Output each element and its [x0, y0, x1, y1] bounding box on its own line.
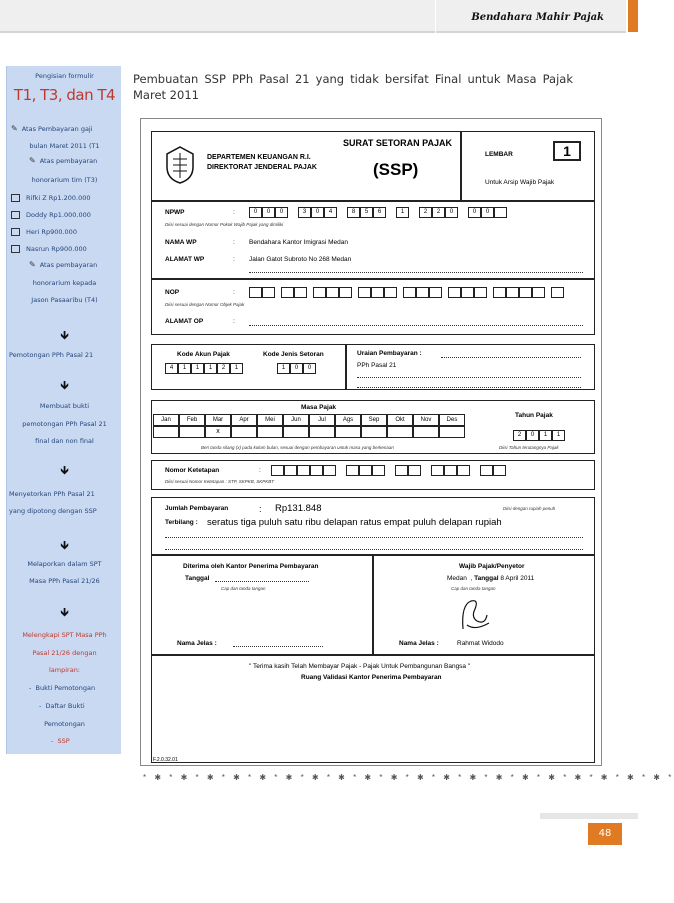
dotted-line: [165, 537, 583, 538]
digit-cell[interactable]: 1: [539, 430, 552, 441]
digit-cell[interactable]: 2: [432, 207, 445, 218]
uraian-label: Uraian Pembayaran :: [357, 350, 422, 357]
book-icon: [11, 211, 20, 219]
sidebar-step: Bukti Pemotongan: [35, 684, 96, 692]
colon: :: [233, 239, 235, 246]
footer-band: [540, 813, 638, 819]
terbilang-label: Terbilang :: [165, 519, 198, 526]
nop-note: Diisi sesuai dengan Nomor Objek Pajak: [165, 302, 245, 307]
bullet: -: [51, 737, 54, 745]
down-arrow-icon: 🡻: [60, 328, 69, 342]
digit-cell[interactable]: 2: [513, 430, 526, 441]
tahun-label: Tahun Pajak: [515, 412, 553, 419]
digit-cell[interactable]: 3: [298, 207, 311, 218]
sidebar: [6, 66, 121, 754]
digit-cell[interactable]: 0: [303, 363, 316, 374]
month-checkbox[interactable]: [439, 426, 465, 438]
arsip-label: Untuk Arsip Wajib Pajak: [485, 179, 555, 186]
sidebar-step: lampiran:: [48, 666, 81, 674]
sidebar-line: Doddy Rp1.000.000: [26, 211, 91, 219]
sidebar-line: Atas pembayaran: [39, 261, 98, 269]
kode-jenis-label: Kode Jenis Setoran: [263, 351, 324, 358]
month-checkbox[interactable]: x: [205, 426, 231, 438]
digit-cell[interactable]: [416, 287, 429, 298]
lembar-number: 1: [553, 141, 581, 161]
digit-cell[interactable]: 0: [275, 207, 288, 218]
digit-cell[interactable]: [359, 465, 372, 476]
colon: :: [233, 289, 235, 296]
masa-note: Beri tanda silang (x) pada kolom bulan, sesuai dengan pembayaran untuk masa yang berkenaan: [201, 445, 394, 450]
month-checkbox[interactable]: [413, 426, 439, 438]
digit-cell[interactable]: [408, 465, 421, 476]
dotted-line: [357, 377, 581, 378]
nama-wp-label: NAMA WP: [165, 239, 197, 246]
digit-cell[interactable]: 0: [249, 207, 262, 218]
dept-line-2: DIREKTORAT JENDERAL PAJAK: [207, 164, 317, 171]
dotted-line: [357, 387, 581, 388]
digit-cell[interactable]: 0: [526, 430, 539, 441]
book-icon: [11, 194, 20, 202]
digit-cell[interactable]: 0: [262, 207, 275, 218]
ketetapan-note: Diisi sesuai Nomor Ketetapan : STP, SKPKB, SKPKBT: [165, 479, 274, 484]
sidebar-step: Membuat bukti: [39, 402, 90, 410]
digit-cell[interactable]: [310, 465, 323, 476]
header-bar: [436, 0, 626, 33]
digit-cell[interactable]: [444, 465, 457, 476]
digit-cell[interactable]: [323, 465, 336, 476]
digit-cell[interactable]: [494, 207, 507, 218]
lembar-label: LEMBAR: [485, 151, 513, 158]
validation-label: Ruang Validasi Kantor Penerima Pembayaran: [301, 674, 442, 681]
digit-cell[interactable]: [346, 465, 359, 476]
digit-cell[interactable]: 0: [445, 207, 458, 218]
digit-cell[interactable]: 8: [347, 207, 360, 218]
digit-cell[interactable]: [532, 287, 545, 298]
sidebar-title: T1, T3, dan T4: [13, 86, 116, 104]
colon: :: [259, 504, 262, 514]
book-icon: [11, 228, 20, 236]
wp-city: Medan: [447, 575, 467, 582]
cap-label: Cap dan tanda tangan: [451, 586, 496, 591]
digit-cell[interactable]: [262, 287, 275, 298]
month-checkbox[interactable]: [361, 426, 387, 438]
month-checkbox[interactable]: [335, 426, 361, 438]
dotted-line: [165, 549, 583, 550]
wp-date-line: Medan , Tanggal 8 April 2011: [447, 575, 535, 582]
jumlah-label: Jumlah Pembayaran: [165, 505, 229, 512]
header-band: [0, 0, 435, 33]
digit-cell[interactable]: 1: [396, 207, 409, 218]
digit-cell[interactable]: [461, 287, 474, 298]
bullet: -: [29, 684, 32, 692]
digit-cell[interactable]: [372, 465, 385, 476]
month-header: Okt: [387, 414, 413, 426]
sidebar-step: Pemotongan: [44, 720, 85, 728]
sidebar-step: Pasal 21/26 dengan: [32, 649, 97, 657]
digit-cell[interactable]: 0: [481, 207, 494, 218]
month-header: Apr: [231, 414, 257, 426]
garuda-emblem-icon: [163, 145, 197, 185]
digit-cell[interactable]: [339, 287, 352, 298]
alamat-wp-value[interactable]: Jalan Gatot Subroto No 268 Medan: [249, 256, 352, 263]
month-checkbox[interactable]: [283, 426, 309, 438]
dotted-line: [249, 272, 583, 273]
digit-cell[interactable]: [431, 465, 444, 476]
month-header: Jul: [309, 414, 335, 426]
sidebar-line: Rifki Z Rp1.200.000: [26, 194, 91, 202]
sidebar-step: pemotongan PPh Pasal 21: [22, 420, 107, 428]
month-checkbox[interactable]: [231, 426, 257, 438]
digit-cell[interactable]: 2: [217, 363, 230, 374]
tanggal-label: Tanggal: [474, 575, 499, 582]
ssp-form: [140, 118, 602, 766]
month-checkbox[interactable]: [179, 426, 205, 438]
sidebar-step: Masa PPh Pasal 21/26: [29, 577, 100, 585]
sidebar-line: honorarium kepada: [32, 279, 97, 287]
header-title: Bendahara Mahir Pajak: [471, 12, 604, 23]
npwp-note: Diisi sesuai dengan Nomor Pokok Wajib Pajak yang dimiliki: [165, 222, 284, 227]
month-header: Des: [439, 414, 465, 426]
form-title: SURAT SETORAN PAJAK: [343, 138, 453, 148]
sidebar-step: Melaporkan dalam SPT: [27, 560, 102, 568]
kode-akun-label: Kode Akun Pajak: [177, 351, 230, 358]
digit-cell[interactable]: 2: [419, 207, 432, 218]
sidebar-step: Pemotongan PPh Pasal 21: [9, 351, 94, 359]
digit-cell[interactable]: [519, 287, 532, 298]
digit-cell[interactable]: [281, 287, 294, 298]
sidebar-line: Heri Rp900.000: [26, 228, 77, 236]
tahun-note: Diisi Tahun terutangnya Pajak: [499, 445, 559, 450]
tanggal-label: Tanggal: [185, 575, 210, 582]
thanks-text: " Terima kasih Telah Membayar Pajak - Pajak Untuk Pembangunan Bangsa ": [249, 663, 471, 670]
pen-icon: ✎: [11, 124, 18, 133]
wp-label: Wajib Pajak/Penyetor: [459, 563, 525, 570]
month-checkbox[interactable]: [153, 426, 179, 438]
colon: :: [233, 209, 235, 216]
jumlah-value[interactable]: Rp131.848: [275, 503, 322, 514]
validation-box: [151, 655, 595, 763]
sidebar-heading: Pengisian formulir: [35, 72, 94, 80]
digit-cell[interactable]: [480, 465, 493, 476]
dotted-line: [233, 646, 323, 647]
digit-cell[interactable]: [403, 287, 416, 298]
bullet: -: [39, 702, 42, 710]
digit-cell[interactable]: [384, 287, 397, 298]
dept-line-1: DEPARTEMEN KEUANGAN R.I.: [207, 154, 311, 161]
month-checkbox[interactable]: [257, 426, 283, 438]
nama-wp-value[interactable]: Bendahara Kantor Imigrasi Medan: [249, 239, 349, 246]
sidebar-line: Jason Pasaaribu (T4): [31, 296, 98, 304]
digit-cell[interactable]: 4: [165, 363, 178, 374]
sidebar-step: Daftar Bukti: [45, 702, 85, 710]
month-checkbox[interactable]: [387, 426, 413, 438]
month-header: Jan: [153, 414, 179, 426]
digit-cell[interactable]: 5: [360, 207, 373, 218]
month-header: Mei: [257, 414, 283, 426]
terbilang-value[interactable]: seratus tiga puluh satu ribu delapan ratus empat puluh delapan rupiah: [207, 517, 502, 528]
nama-jelas-label: Nama Jelas :: [177, 640, 217, 647]
signature-icon: [457, 595, 493, 635]
digit-cell[interactable]: [474, 287, 487, 298]
form-code: F.2.0.32.01: [153, 757, 178, 763]
digit-cell[interactable]: [395, 465, 408, 476]
digit-cell[interactable]: [493, 287, 506, 298]
digit-cell[interactable]: [326, 287, 339, 298]
pen-icon: ✎: [29, 156, 36, 165]
digit-cell[interactable]: 1: [230, 363, 243, 374]
uraian-value[interactable]: PPh Pasal 21: [357, 362, 397, 369]
book-icon: [11, 245, 20, 253]
digit-cell[interactable]: 1: [178, 363, 191, 374]
digit-cell[interactable]: [551, 287, 564, 298]
down-arrow-icon: 🡻: [60, 378, 69, 392]
header-corner-accent: [628, 0, 638, 32]
perforation-line: * ✱ * ✱ * ✱ * ✱ * ✱ * ✱ * ✱ * ✱ * ✱ * ✱ * ✱ * ✱ * ✱ * ✱ * ✱ * ✱ * ✱ * ✱ * ✱ * ✱ *: [143, 773, 674, 782]
sidebar-step: SSP: [57, 737, 70, 745]
digit-cell[interactable]: 4: [324, 207, 337, 218]
down-arrow-icon: 🡻: [60, 605, 69, 619]
digit-cell[interactable]: [457, 465, 470, 476]
intro-text: Pembuatan SSP PPh Pasal 21 yang tidak bersifat Final untuk Masa Pajak Maret 2011: [133, 72, 573, 102]
sidebar-line: Nasrun Rp900.000: [26, 245, 87, 253]
digit-cell[interactable]: [271, 465, 284, 476]
digit-cell[interactable]: 1: [204, 363, 217, 374]
digit-cell[interactable]: [284, 465, 297, 476]
month-header: Ags: [335, 414, 361, 426]
digit-cell[interactable]: [493, 465, 506, 476]
colon: :: [233, 256, 235, 263]
month-header: Sep: [361, 414, 387, 426]
digit-cell[interactable]: [506, 287, 519, 298]
month-header: Feb: [179, 414, 205, 426]
down-arrow-icon: 🡻: [60, 538, 69, 552]
digit-cell[interactable]: [313, 287, 326, 298]
digit-cell[interactable]: 1: [552, 430, 565, 441]
page-number: 48: [588, 823, 622, 845]
digit-cell[interactable]: [294, 287, 307, 298]
month-header: Mar: [205, 414, 231, 426]
nop-label: NOP: [165, 289, 180, 296]
jumlah-note: Diisi dengan rupiah penuh: [503, 506, 556, 511]
wp-date: 8 April 2011: [500, 575, 535, 582]
digit-cell[interactable]: [358, 287, 371, 298]
digit-cell[interactable]: 6: [373, 207, 386, 218]
month-header: Jun: [283, 414, 309, 426]
sidebar-step: yang dipotong dengan SSP: [9, 507, 97, 515]
sidebar-line: Atas Pembayaran gaji: [21, 125, 93, 133]
digit-cell[interactable]: [297, 465, 310, 476]
sidebar-line: bulan Maret 2011 (T1: [29, 142, 100, 150]
digit-cell[interactable]: [429, 287, 442, 298]
colon: :: [259, 467, 261, 474]
dotted-line: [249, 325, 583, 326]
digit-cell[interactable]: 0: [290, 363, 303, 374]
pen-icon: ✎: [29, 260, 36, 269]
digit-cell[interactable]: [249, 287, 262, 298]
digit-cell[interactable]: 1: [277, 363, 290, 374]
alamat-op-label: ALAMAT OP: [165, 318, 204, 325]
dotted-line: [215, 581, 309, 582]
sidebar-step: Melengkapi SPT Masa PPh: [22, 631, 107, 639]
ketetapan-label: Nomor Ketetapan: [165, 467, 220, 474]
digit-cell[interactable]: 1: [191, 363, 204, 374]
form-abbr: (SSP): [373, 160, 419, 179]
digit-cell[interactable]: [371, 287, 384, 298]
masa-pajak-label: Masa Pajak: [301, 404, 337, 411]
dotted-line: [441, 357, 581, 358]
month-checkbox[interactable]: [309, 426, 335, 438]
alamat-wp-label: ALAMAT WP: [165, 256, 205, 263]
sidebar-line: honorarium tim (T3): [31, 176, 98, 184]
diterima-label: Diterima oleh Kantor Penerima Pembayaran: [183, 563, 319, 570]
sidebar-line: Atas pembayaran: [39, 157, 98, 165]
colon: :: [233, 318, 235, 325]
npwp-label: NPWP: [165, 209, 185, 216]
digit-cell[interactable]: 0: [468, 207, 481, 218]
digit-cell[interactable]: [448, 287, 461, 298]
sidebar-step: Menyetorkan PPh Pasal 21: [9, 490, 95, 498]
down-arrow-icon: 🡻: [60, 463, 69, 477]
nama-jelas-wp[interactable]: Rahmat Widodo: [457, 640, 504, 647]
nama-jelas-label: Nama Jelas :: [399, 640, 439, 647]
cap-label: Cap dan tanda tangan: [221, 586, 266, 591]
digit-cell[interactable]: 0: [311, 207, 324, 218]
sidebar-step: final dan non final: [35, 437, 94, 445]
month-header: Nov: [413, 414, 439, 426]
